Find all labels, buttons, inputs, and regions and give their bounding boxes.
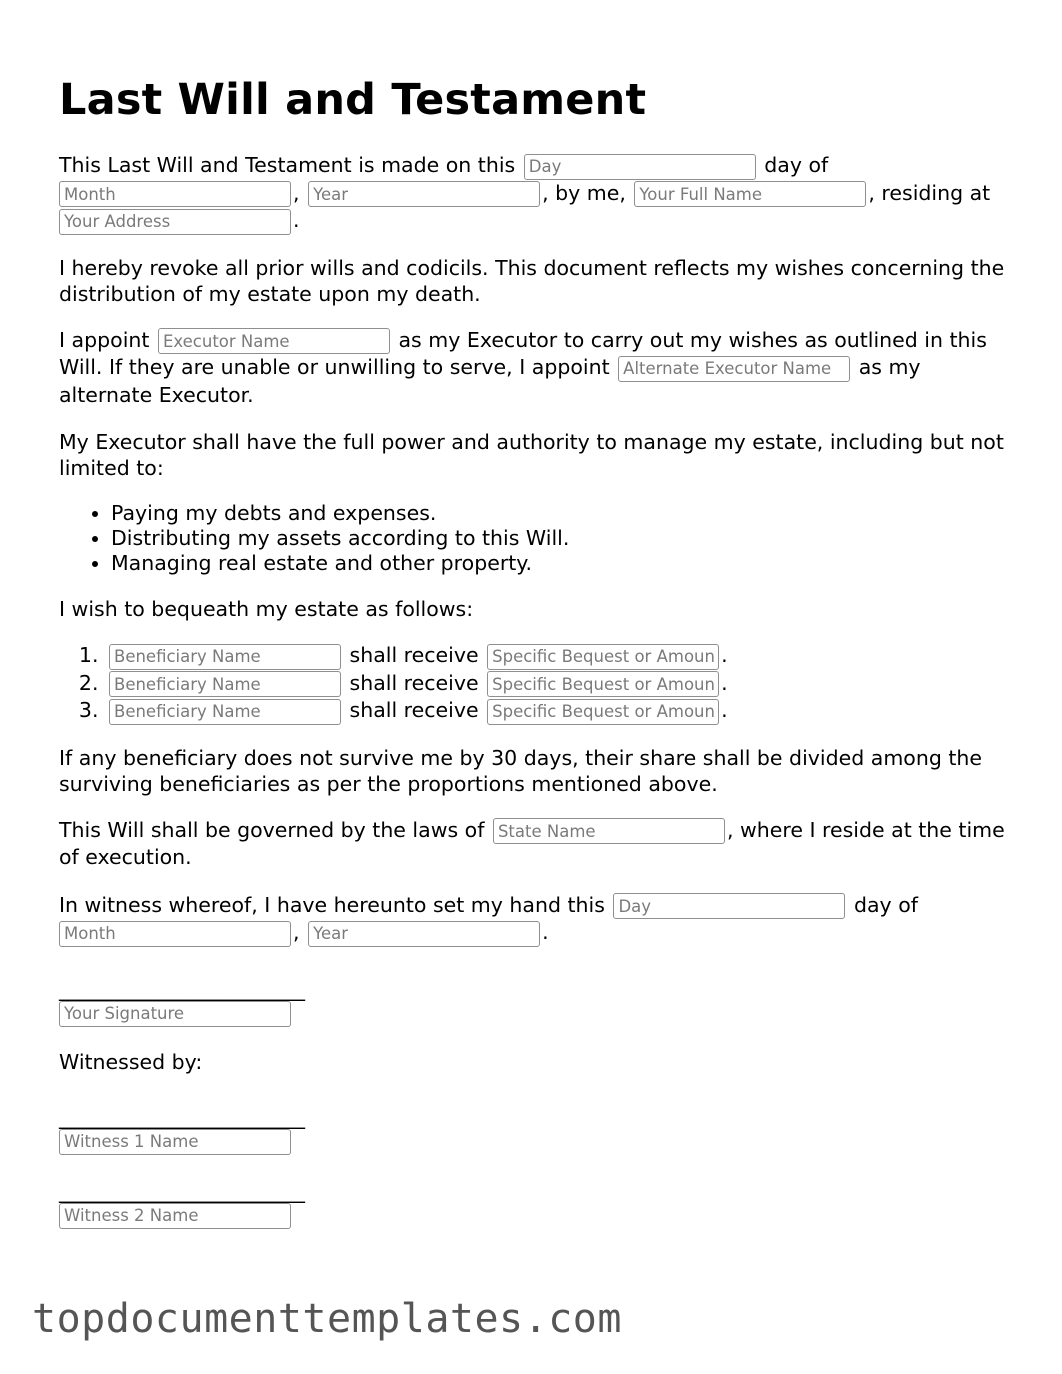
- intro-text-2: day of: [764, 153, 829, 177]
- bequest-period: .: [721, 698, 728, 722]
- intro-text-4: , residing at: [868, 180, 991, 205]
- bequest-2-field[interactable]: [487, 671, 719, 697]
- witness-clause-period: .: [542, 920, 549, 944]
- document-page: [59, 72, 1009, 1249]
- powers-list: [59, 501, 1009, 576]
- signature-line: ________________________: [59, 1104, 305, 1129]
- full-name-field[interactable]: [634, 181, 866, 207]
- shall-receive-text: shall receive: [349, 643, 479, 667]
- testator-signature-block: [59, 977, 1009, 1027]
- intro-month-field[interactable]: [59, 181, 291, 207]
- witness-month-field[interactable]: [59, 921, 291, 947]
- witness-clause-text-2: day of: [853, 892, 918, 917]
- signature-line: ________________________: [59, 1178, 305, 1203]
- list-item: • Paying my debts and expenses.: [111, 501, 1009, 526]
- appoint-text-1: I appoint: [59, 327, 150, 352]
- witness-clause: [59, 892, 1009, 947]
- witnessed-by-label: Witnessed by:: [59, 1049, 203, 1074]
- witness-clause-comma: ,: [293, 920, 300, 944]
- bequest-item: [105, 697, 1009, 725]
- bequest-list: [59, 642, 1009, 725]
- intro-year-field[interactable]: [308, 181, 540, 207]
- witness-day-field[interactable]: [613, 893, 845, 919]
- intro-period: .: [293, 208, 300, 232]
- intro-text-1: This Last Will and Testament is made on this: [59, 153, 516, 177]
- your-signature-field[interactable]: [59, 1001, 291, 1027]
- witness-clause-text-1: In witness whereof, I have hereunto set my hand this: [59, 892, 605, 917]
- executor-name-field[interactable]: [158, 328, 390, 354]
- governed-text-1: This Will shall be governed by the laws of: [59, 817, 485, 842]
- governed-paragraph: [59, 817, 1009, 872]
- bequest-3-field[interactable]: [487, 699, 719, 725]
- signature-line: ________________________: [59, 976, 305, 1001]
- survive-paragraph: If any beneficiary does not survive me by 30 days, their share shall be divided among the surviving beneficiaries as per the proportions mentioned above.: [59, 745, 982, 796]
- intro-paragraph: [59, 152, 1009, 235]
- shall-receive-text: shall receive: [349, 698, 479, 722]
- intro-text-3: , by me,: [542, 180, 626, 205]
- state-name-field[interactable]: [493, 818, 725, 844]
- bequest-period: .: [721, 670, 728, 695]
- revoke-paragraph: I hereby revoke all prior wills and codicils. This document reflects my wishes concerning the distribution of my estate upon my death.: [59, 255, 1005, 306]
- bequeath-intro: I wish to bequeath my estate as follows:: [59, 597, 474, 621]
- bequest-period: .: [721, 643, 728, 667]
- intro-day-field[interactable]: [524, 154, 756, 180]
- appoint-paragraph: [59, 327, 1009, 410]
- shall-receive-text: shall receive: [349, 670, 479, 695]
- witness-1-signature-block: [59, 1105, 1009, 1155]
- appoint-text-3: as my alternate Executor.: [59, 355, 921, 407]
- witness-2-signature-block: [59, 1179, 1009, 1229]
- list-item: • Managing real estate and other property.: [111, 551, 1009, 576]
- list-item: • Distributing my assets according to this Will.: [111, 526, 1009, 551]
- witness-year-field[interactable]: [308, 921, 540, 947]
- bequest-item: [105, 642, 1009, 670]
- bequest-item: [105, 670, 1009, 698]
- document-title: Last Will and Testament: [59, 75, 647, 125]
- powers-intro: My Executor shall have the full power and authority to manage my estate, including but not limited to:: [59, 430, 1004, 480]
- address-field[interactable]: [59, 209, 291, 235]
- beneficiary-2-field[interactable]: [109, 671, 341, 697]
- site-watermark: topdocumenttemplates.com: [32, 1296, 622, 1342]
- appoint-text-2: as my Executor to carry out my wishes as outlined in this Will. If they are unable or unwilling to serve, I appoint: [59, 327, 987, 379]
- beneficiary-1-field[interactable]: [109, 644, 341, 670]
- bequest-1-field[interactable]: [487, 644, 719, 670]
- alternate-executor-field[interactable]: [618, 356, 850, 382]
- witness-1-name-field[interactable]: [59, 1129, 291, 1155]
- intro-comma: ,: [293, 180, 300, 205]
- governed-text-2: , where I reside at the time of execution.: [59, 817, 1005, 869]
- witness-2-name-field[interactable]: [59, 1203, 291, 1229]
- beneficiary-3-field[interactable]: [109, 699, 341, 725]
